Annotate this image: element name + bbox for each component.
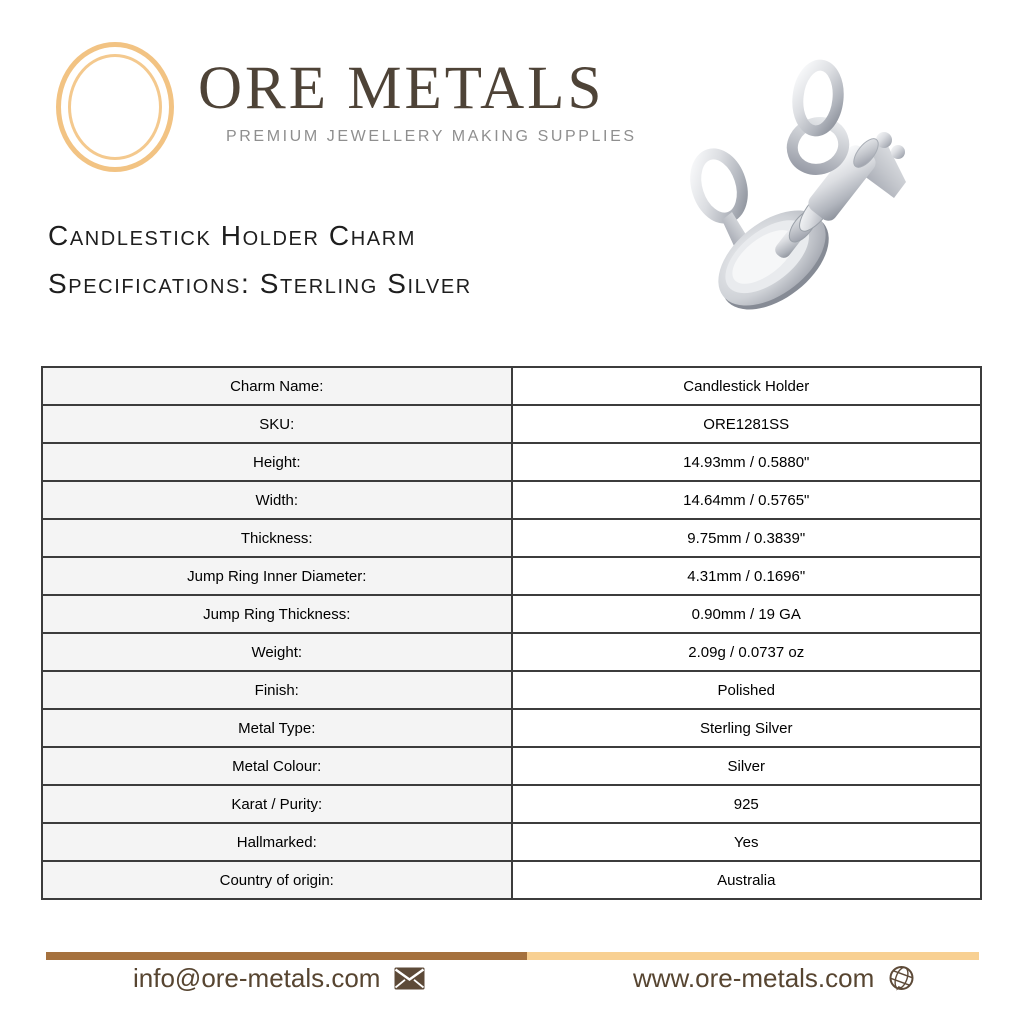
spec-table-body bbox=[42, 367, 981, 899]
product-image bbox=[660, 40, 940, 330]
spec-value: Yes bbox=[512, 823, 982, 861]
spec-value: Sterling Silver bbox=[512, 709, 982, 747]
footer-divider bbox=[46, 952, 979, 960]
table-row bbox=[42, 823, 981, 861]
spec-label: Width: bbox=[42, 481, 512, 519]
spec-label: Hallmarked: bbox=[42, 823, 512, 861]
spec-label: Karat / Purity: bbox=[42, 785, 512, 823]
spec-value: 14.64mm / 0.5765" bbox=[512, 481, 982, 519]
page-title-line-2: Specifications: Sterling Silver bbox=[48, 268, 472, 299]
spec-label: Finish: bbox=[42, 671, 512, 709]
table-row bbox=[42, 671, 981, 709]
table-row bbox=[42, 709, 981, 747]
page-title-line-1: Candlestick Holder Charm bbox=[48, 220, 416, 251]
contact-email-link[interactable] bbox=[133, 963, 425, 994]
spec-label: Height: bbox=[42, 443, 512, 481]
footer-divider-tan-segment bbox=[527, 952, 979, 960]
spec-label: SKU: bbox=[42, 405, 512, 443]
footer-divider-brown-segment bbox=[46, 952, 527, 960]
spec-label: Thickness: bbox=[42, 519, 512, 557]
spec-value: ORE1281SS bbox=[512, 405, 982, 443]
spec-label: Metal Type: bbox=[42, 709, 512, 747]
spec-value: Silver bbox=[512, 747, 982, 785]
spec-value: Candlestick Holder bbox=[512, 367, 982, 405]
table-row bbox=[42, 747, 981, 785]
table-row bbox=[42, 633, 981, 671]
spec-value: Australia bbox=[512, 861, 982, 899]
spec-label: Jump Ring Inner Diameter: bbox=[42, 557, 512, 595]
table-row bbox=[42, 405, 981, 443]
table-row bbox=[42, 557, 981, 595]
spec-value: Polished bbox=[512, 671, 982, 709]
spec-value: 0.90mm / 19 GA bbox=[512, 595, 982, 633]
table-row bbox=[42, 519, 981, 557]
page-title bbox=[48, 222, 472, 318]
spec-value: 925 bbox=[512, 785, 982, 823]
spec-value: 9.75mm / 0.3839" bbox=[512, 519, 982, 557]
contact-email-text: info@ore-metals.com bbox=[133, 963, 381, 993]
table-row bbox=[42, 367, 981, 405]
spec-value: 14.93mm / 0.5880" bbox=[512, 443, 982, 481]
spec-table bbox=[41, 366, 982, 900]
candlestick-charm-illustration bbox=[660, 40, 940, 330]
table-row bbox=[42, 443, 981, 481]
table-row bbox=[42, 861, 981, 899]
envelope-icon bbox=[394, 967, 425, 990]
website-link[interactable] bbox=[633, 963, 915, 994]
table-row bbox=[42, 595, 981, 633]
spec-label: Jump Ring Thickness: bbox=[42, 595, 512, 633]
table-row bbox=[42, 481, 981, 519]
spec-label: Metal Colour: bbox=[42, 747, 512, 785]
brand-block bbox=[198, 55, 637, 146]
brand-logo-inner-ring-icon bbox=[68, 54, 162, 160]
spec-value: 2.09g / 0.0737 oz bbox=[512, 633, 982, 671]
brand-logo-ring-icon bbox=[56, 42, 174, 172]
spec-value: 4.31mm / 0.1696" bbox=[512, 557, 982, 595]
spec-label: Weight: bbox=[42, 633, 512, 671]
spec-label: Country of origin: bbox=[42, 861, 512, 899]
website-text: www.ore-metals.com bbox=[633, 963, 875, 993]
brand-name: ORE METALS bbox=[198, 55, 605, 122]
globe-icon bbox=[888, 965, 915, 992]
spec-label: Charm Name: bbox=[42, 367, 512, 405]
brand-tagline: PREMIUM JEWELLERY MAKING SUPPLIES bbox=[226, 128, 637, 145]
table-row bbox=[42, 785, 981, 823]
